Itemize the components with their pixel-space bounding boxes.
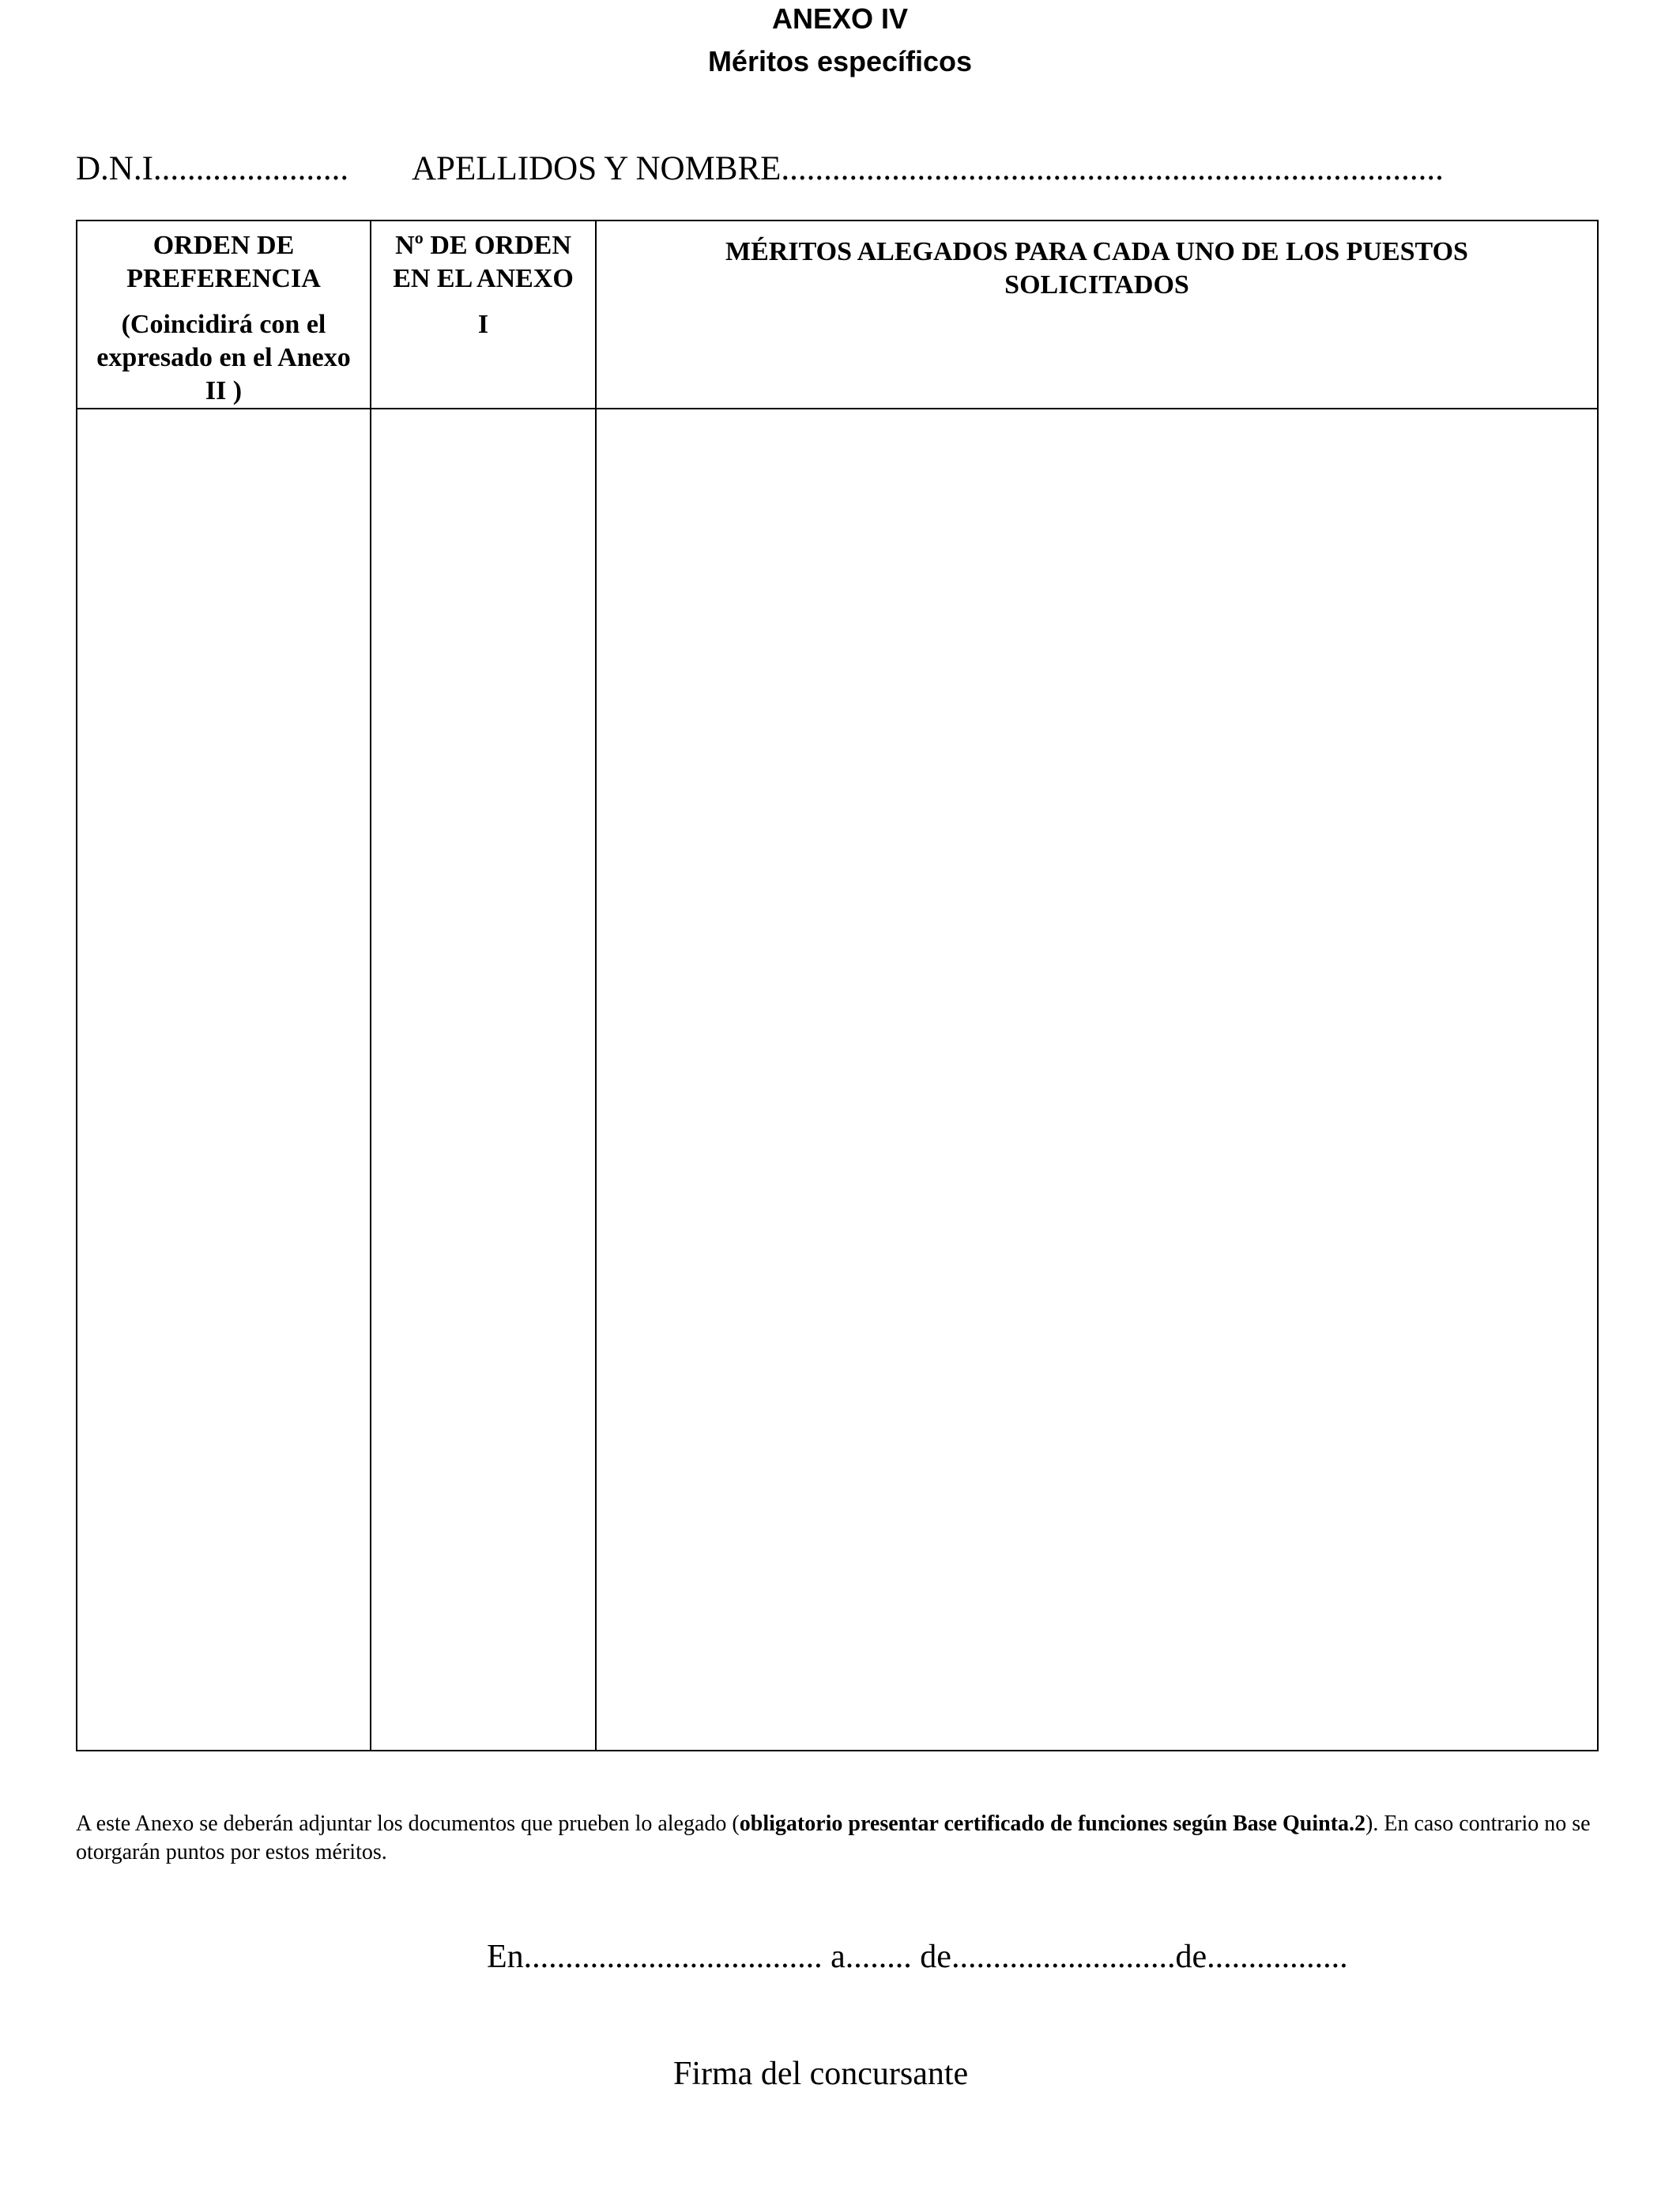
header-line: Nº DE ORDEN	[395, 231, 571, 260]
dni-field: D.N.I.......................	[76, 150, 349, 187]
signature-label: Firma del concursante	[673, 2056, 969, 2092]
cell-numero-orden[interactable]	[371, 409, 596, 1751]
header-note-line: expresado en el Anexo	[96, 343, 351, 372]
identification-line	[76, 145, 1625, 193]
note-text-end: ). En caso contrario no se otorgarán puntos por estos méritos.	[76, 1811, 1591, 1864]
table-row	[77, 409, 1598, 1751]
cell-orden-preferencia[interactable]	[77, 409, 371, 1751]
header-line: SOLICITADOS	[1004, 270, 1189, 300]
header-line: EN EL ANEXO	[393, 264, 574, 293]
note-bold-text: obligatorio presentar certificado de funciones según Base Quinta.2	[739, 1811, 1366, 1836]
attachment-note	[76, 1810, 1601, 1867]
header-numero-orden	[371, 221, 596, 409]
note-text: A este Anexo se deberán adjuntar los documentos que prueben lo alegado (	[76, 1811, 740, 1836]
header-line: ORDEN DE	[153, 231, 295, 260]
page-title: ANEXO IV	[771, 2, 909, 35]
header-note-line: (Coincidirá con el	[121, 310, 326, 339]
header-orden-preferencia	[77, 221, 371, 409]
header-note-line: I	[477, 310, 489, 339]
table-header-row	[77, 221, 1598, 409]
header-meritos-alegados	[596, 221, 1598, 409]
name-field: APELLIDOS Y NOMBRE..............................................................................	[412, 150, 1444, 187]
header-note-line: II )	[205, 376, 243, 405]
cell-meritos[interactable]	[596, 409, 1598, 1751]
page-subtitle: Méritos específicos	[707, 45, 973, 77]
place-date-line: En.................................... a........ de...........................de.................	[487, 1939, 1348, 1975]
merits-table	[76, 220, 1599, 1751]
header-line: PREFERENCIA	[126, 264, 321, 293]
header-line: MÉRITOS ALEGADOS PARA CADA UNO DE LOS PUESTOS	[725, 237, 1468, 266]
